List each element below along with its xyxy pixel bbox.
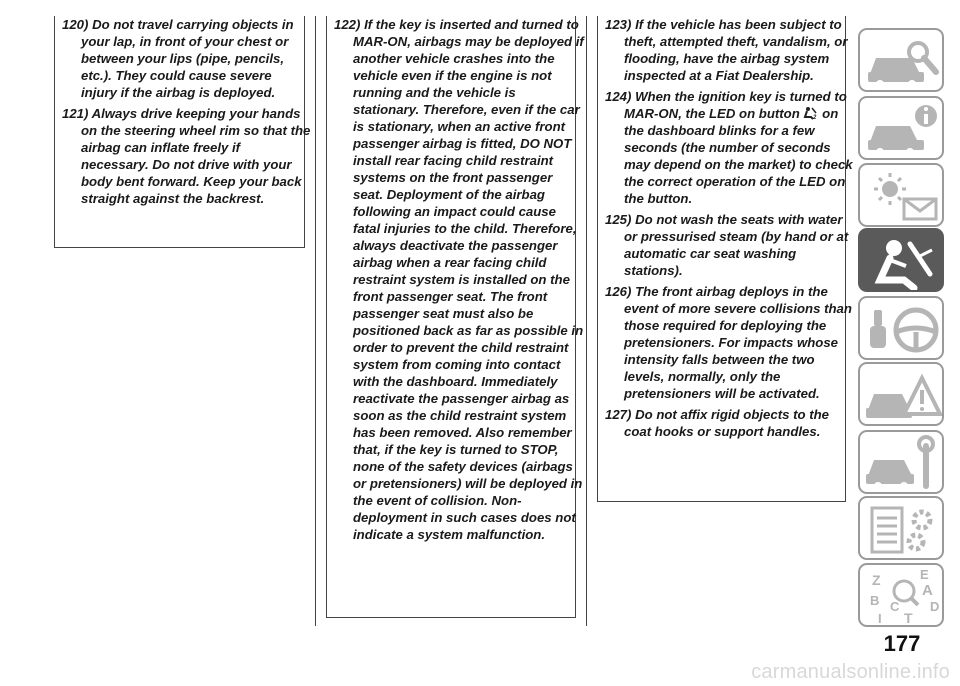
tab-emergency[interactable] <box>858 362 944 426</box>
column-divider <box>586 16 587 626</box>
tab-index[interactable] <box>858 563 944 627</box>
note-126 <box>603 283 856 402</box>
note-124 <box>603 88 856 207</box>
car-warning-triangle-icon <box>860 364 944 426</box>
note-text: Do not affix rigid objects to the coat hooks or support handles. <box>624 407 829 439</box>
spec-list-gears-icon <box>860 498 944 560</box>
warning-lights-envelope-icon <box>860 165 944 227</box>
note-125 <box>603 211 856 279</box>
index-letter: Z <box>872 572 881 588</box>
index-letter: T <box>904 610 913 626</box>
note-text-continued: on the dashboard blinks for a few seconds (the number of seconds may depend on the market) to check the correct operation of the LED on the button. <box>624 106 853 206</box>
watermark: carmanualsonline.info <box>751 661 950 683</box>
tab-safety[interactable] <box>858 228 944 292</box>
index-letter: D <box>930 599 940 614</box>
tab-technical-data[interactable] <box>858 496 944 560</box>
note-120 <box>60 16 311 101</box>
note-number: 125) <box>605 212 632 227</box>
note-number: 121) <box>62 106 89 121</box>
tab-car-search[interactable] <box>858 28 944 92</box>
note-number: 122) <box>334 17 361 32</box>
note-number: 124) <box>605 89 632 104</box>
tab-car-info[interactable] <box>858 96 944 160</box>
note-text: Always drive keeping your hands on the steering wheel rim so that the airbag can inflate freely if necessary. Do not drive with your body bent forward. Keep your back straight against the backrest. <box>81 106 311 206</box>
tab-warning-lights[interactable] <box>858 163 944 227</box>
note-121 <box>60 105 311 207</box>
tab-starting-driving[interactable] <box>858 296 944 360</box>
note-text: Do not travel carrying objects in your lap, in front of your chest or between your lips (pipe, pencils, etc.). They could cause severe injury if the airbag is deployed. <box>81 17 294 100</box>
note-number: 120) <box>62 17 89 32</box>
index-letter: B <box>870 593 880 608</box>
car-info-icon <box>860 98 944 160</box>
index-letter: C <box>890 599 900 614</box>
alphabet-index-search-icon <box>860 565 944 627</box>
page-number: 177 <box>883 631 921 656</box>
note-number: 126) <box>605 284 632 299</box>
note-text: If the key is inserted and turned to MAR-ON, airbags may be deployed if another vehicle crashes into the vehicle even if the engine is not running and the vehicle is stationary. Therefore, even if the car is stationary, when an active front passenger airbag is fitted, DO NOT install rear facing child restraint systems on the front passenger seat. Deployment of the airbag following an impact could cause fatal injuries to the child. Therefore, always deactivate the passenger airbag when a rear facing child restraint system is installed on the front passenger seat. The front passenger seat must also be positioned back as far as possible in order to prevent the child restraint system from coming into contact with the dashboard. Immediately reactivate the passenger airbag as soon as the child restraint system has been removed. Also remember that, if the key is turned to STOP, none of the safety devices (airbags or pretensioners) will be deployed in the event of collision. Non-deployment in such cases does not indicate a system malfunction. <box>353 17 584 542</box>
car-wrench-icon <box>860 432 944 494</box>
index-letter: E <box>920 567 929 582</box>
index-letter: I <box>878 611 882 626</box>
note-text: Do not wash the seats with water or pressurised steam (by hand or at automatic car seat washing stations). <box>624 212 849 278</box>
svg-text:2: 2 <box>813 115 817 120</box>
warning-box-3 <box>597 16 853 502</box>
note-text: When the ignition key is turned to MAR-ON, the LED on button <box>624 89 847 121</box>
note-127 <box>603 406 856 440</box>
seated-person-airbag-icon <box>860 230 944 292</box>
note-122 <box>332 16 585 543</box>
steering-wheel-key-icon <box>860 298 944 360</box>
car-search-icon <box>860 30 944 92</box>
note-number: 127) <box>605 407 632 422</box>
passenger-airbag-off-icon <box>803 106 818 120</box>
note-123 <box>603 16 856 84</box>
index-letter: A <box>922 582 933 599</box>
note-text: The front airbag deploys in the event of more severe collisions than those required for deploying the pretensioners. For impacts whose intensity falls between the two levels, normally, only the pretensioners will be activated. <box>624 284 852 401</box>
note-number: 123) <box>605 17 632 32</box>
warning-box-1 <box>54 16 311 248</box>
column-divider <box>315 16 316 626</box>
warning-box-2 <box>326 16 584 618</box>
note-text: If the vehicle has been subject to theft, attempted theft, vandalism, or flooding, have the airbag system inspected at a Fiat Dealership. <box>624 17 848 83</box>
tab-maintenance[interactable] <box>858 430 944 494</box>
